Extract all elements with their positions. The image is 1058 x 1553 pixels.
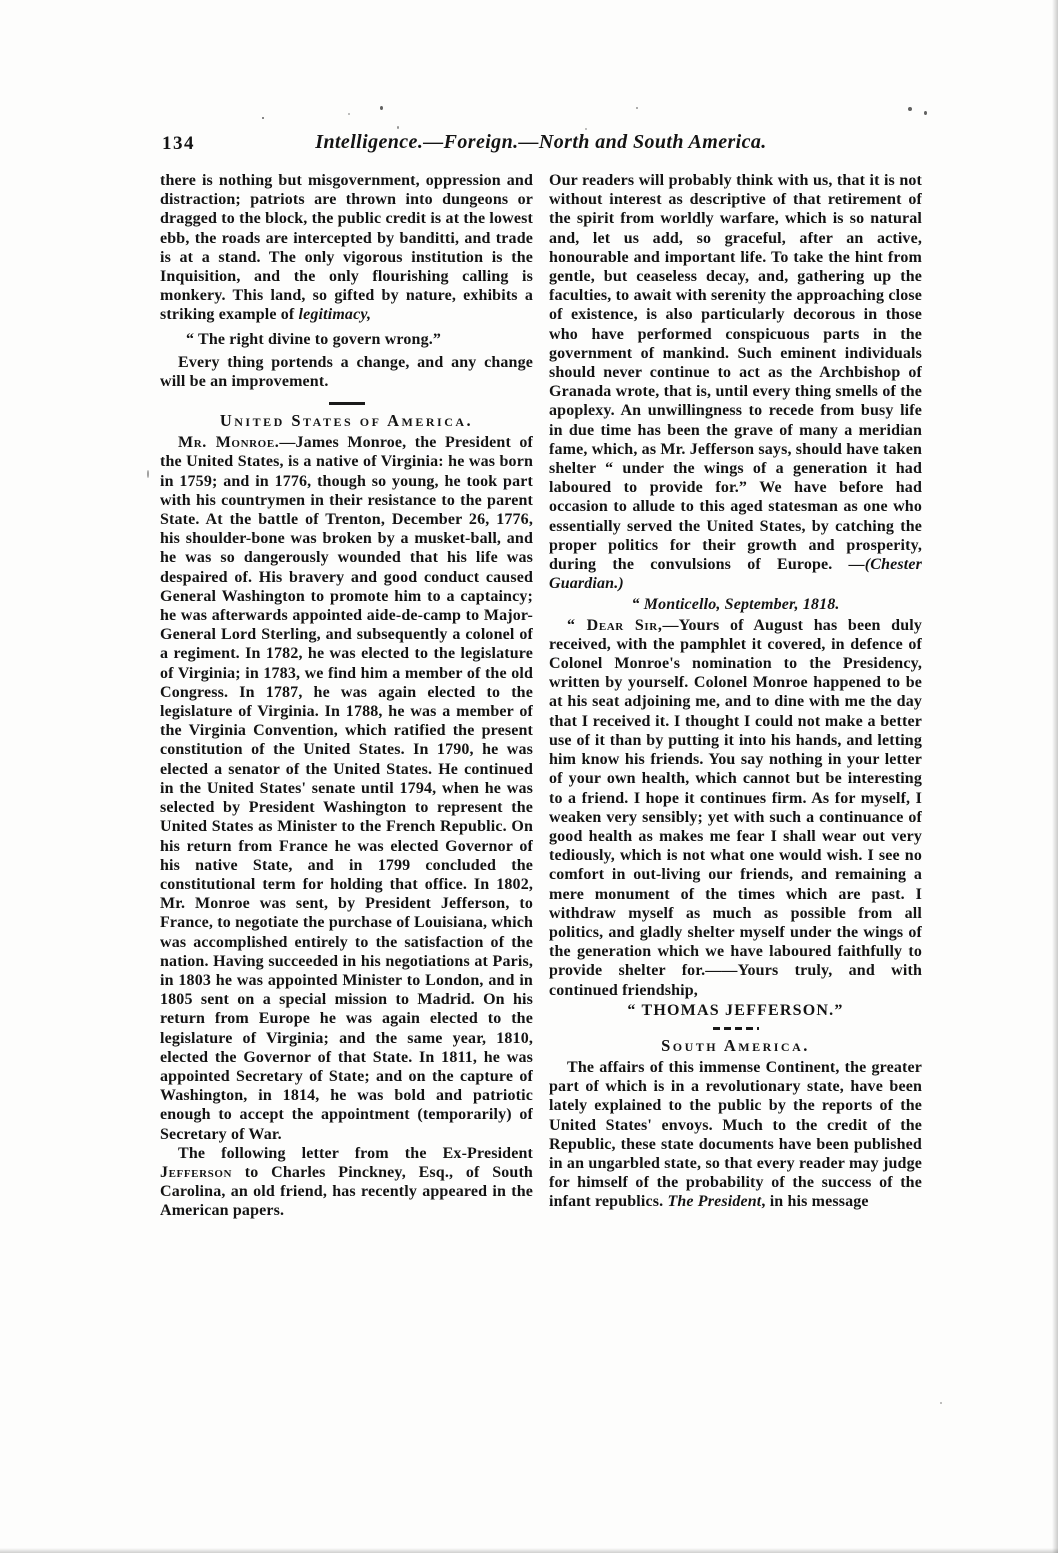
page-number: 134 xyxy=(162,133,195,154)
paragraph-text: —Yours of August has been duly received, with the pamphlet it covered, in defence of Colonel Monroe's nomination to the Presidency, written by yourself. Colonel Monroe happened to be at his seat adjoining me, and to dine with me the day that I received it. I thought I could not make a better use of it than by putting it into his hands, and letting him know his friends. You say nothing in your letter of your own health, which cannot but be interesting to a friend. I hope it continues firm. As for myself, I weaken very sensibly; yet with such a continuance of good health as makes me fear I shall wear out very tediously, which is not what one would wish. I see no comfort in out-living our friends, and remaining a mere monument of the times which are past. I withdraw myself as much as possible from all politics, and gladly shelter myself under the wings of the generation which we have laboured faithfully to provide shelter for.——Yours truly, and with continued friendship, xyxy=(549,616,922,999)
text-columns xyxy=(160,171,922,1221)
left-column xyxy=(160,171,533,1221)
verse-quote: “ The right divine to govern wrong.” xyxy=(186,330,442,348)
scan-edge-bottom xyxy=(0,1548,1058,1553)
scan-speck xyxy=(147,470,149,478)
page-header xyxy=(160,131,922,157)
dear-sir-smallcaps: “ Dear Sir, xyxy=(567,616,663,634)
paragraph-text: there is nothing but misgovernment, oppression and distraction; patriots are thrown into dungeons or dragged to the block, the public credit is at the lowest ebb, the roads are intercepted by banditti, and trade is at a stand. The only vigorous institution is the Inquisition, and the only flourishing calling is monkery. This land, so gifted by nature, exhibits a striking example of xyxy=(160,172,533,324)
section-heading-united-states: United States of America. xyxy=(219,411,474,431)
scan-speck xyxy=(262,117,264,119)
scan-speck xyxy=(585,128,587,130)
italic-word-legitimacy: legitimacy, xyxy=(298,306,372,324)
paragraph-jefferson-letter xyxy=(549,616,922,1000)
scan-speck xyxy=(908,107,912,111)
right-column xyxy=(549,171,922,1221)
paragraph-letter-introduction xyxy=(160,1144,533,1221)
section-divider xyxy=(329,402,365,405)
paragraph-text: to Charles Pinckney, Esq., of South Carolina, an old friend, has recently appeared in the American papers. xyxy=(160,1163,533,1220)
scan-speck xyxy=(380,106,383,110)
section-heading-south-america: South America. xyxy=(661,1035,810,1055)
jefferson-name-smallcaps: Jefferson xyxy=(160,1163,233,1181)
letter-signature: “ THOMAS JEFFERSON.” xyxy=(627,1001,844,1019)
scan-speck xyxy=(940,1402,942,1404)
paragraph-text: The affairs of this immense Continent, the greater part of which is in a revolutionary state, have been lately explained to the public by the reports of the United States' envoys. Much to the credit of the Republic, these state documents have been published in an ungarbled state, so that every reader may judge for himself of the probability of the success of the infant republics. xyxy=(549,1058,922,1211)
source-citation-chester-guardian: —(Chester Guardian.) xyxy=(549,556,922,593)
paragraph-text: —James Monroe, the President of the United States, is a native of Virginia: he was born in 1759; and in 1776, though so young, he took part with his countrymen in their resistance to the parent State. At the battle of Trenton, December 26, 1776, his shoulder-bone was broken by a musket-ball, and he was so dangerously wounded that his life was despaired of. His bravery and good conduct caused General Washington to promote him to a captaincy; he was afterwards appointed aide-de-camp to Major-General Lord Sterling, and subsequently a colonel of a regiment. In 1782, he was elected to the legislature of Virginia; in 1783, we find him a member of the old Congress. In 1787, he was again elected to the legislature of Virginia. In 1788, he was a member of the Virginia Convention, which ratified the present constitution of the United States. In 1790, he was elected a senator of the United States. He continued in the United States' senate until 1794, when he was selected by President Washington to represent the United States as Minister to the French Republic. On his return from France he was elected Governor of his native State, and in 1799 concluded the constitutional term for holding that office. In 1802, Mr. Monroe was sent, by President Jefferson, to France, to negotiate the purchase of Louisiana, which was accomplished entirely to the satisfaction of the nation. Having succeeded in his negotiations at Paris, in 1803 he was appointed Minister to London, and in 1805 sent on a special mission to Madrid. On his return from Europe he was again elected to the legislature of Virginia; and the same year, 1810, elected the Governor of that State. In 1811, he was appointed Secretary of State; and on the capture of Washington, in 1814, he was bold and patriotic enough to accept the appointment (temporarily) of Secretary of War. xyxy=(160,434,533,1143)
paragraph-change: Every thing portends a change, and any change will be an improvement. xyxy=(160,353,533,391)
paragraph-monroe-biography xyxy=(160,433,533,1144)
paragraph-south-america xyxy=(549,1058,922,1212)
paragraph-misgovernment xyxy=(160,171,533,325)
paragraph-text: Our readers will probably think with us, that it is not without interest as descriptive of that retirement of the spirit from worldly warfare, which is so natural and, let us add, so graceful, after an active, honourable and important life. To take the hint from gentle, but ceaseless decay, and, gathering up the faculties, to await with serenity the approaching close of existence, is also particularly decorous in those who have performed conspicuous parts in the government of mankind. Such eminent individuals should never continue to act as the Archbishop of Granada wrote, that is, until every thing smells of the apoplexy. An unwillingness to recede from busy life in due time has been the grave of many a meridian fame, which, as Mr. Jefferson says, should have taken shelter “ under the wings of a generation it had laboured to provide for.” We have before had occasion to allude to this aged statesman as one who essentially served the United States, by catching the proper politics for their growth and prosperity, during the convulsions of Europe. xyxy=(549,172,922,574)
section-divider-dashed xyxy=(713,1027,759,1030)
italic-the-president: The President xyxy=(667,1193,762,1211)
paragraph-text: , in his message xyxy=(761,1193,869,1211)
scan-speck xyxy=(397,126,399,129)
scan-speck xyxy=(924,111,927,115)
paragraph-text: The following letter from the Ex-President xyxy=(178,1144,533,1162)
running-title: Intelligence.—Foreign.—North and South America. xyxy=(315,131,767,153)
scan-speck xyxy=(636,107,638,109)
paragraph-our-readers xyxy=(549,171,922,593)
scan-edge-right xyxy=(1052,0,1058,1553)
monroe-lead-smallcaps: Mr. Monroe. xyxy=(178,434,280,452)
letter-dateline: “ Monticello, September, 1818. xyxy=(631,596,840,614)
scan-speck xyxy=(348,113,350,115)
